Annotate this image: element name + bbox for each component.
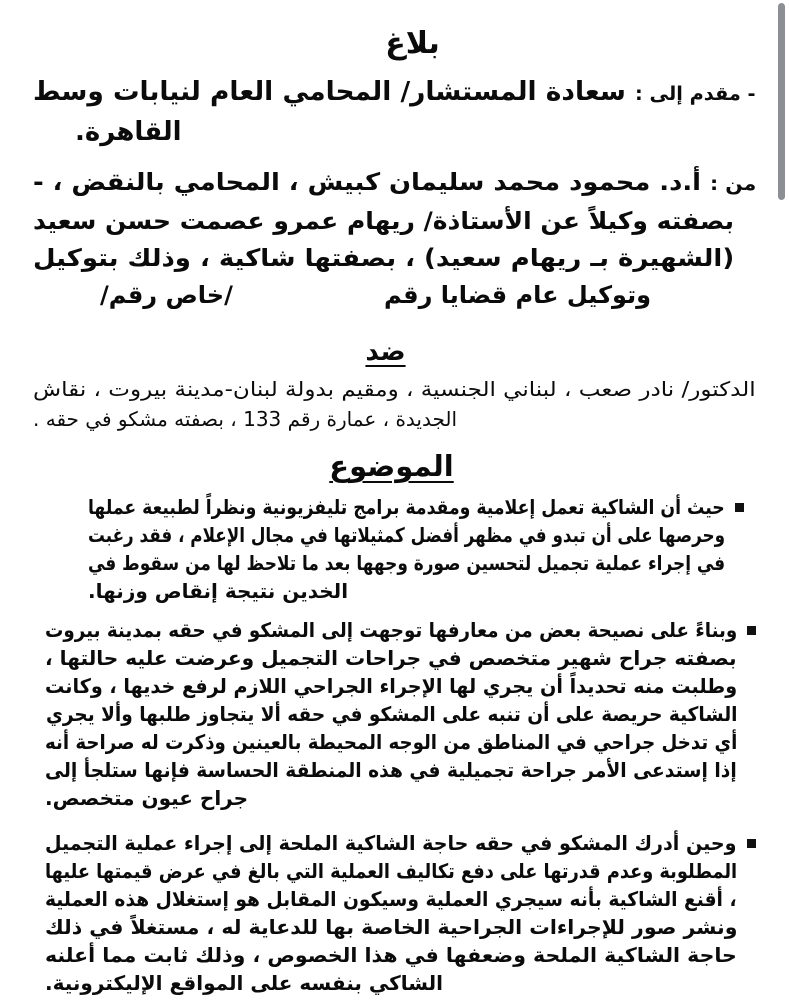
bullet-3-text (45, 829, 737, 997)
sender-line-1 (33, 164, 756, 203)
bullet-line: بصفته جراح شهير متخصص في جراحات التجميل وعرضت عليه حالتها ، (45, 646, 737, 670)
bullet-square-icon (734, 493, 744, 605)
bullet-item-3 (33, 829, 756, 997)
sender-name-text: أ.د. محمود محمد سليمان كبيش ، المحامي بالنقض ، - (32, 168, 701, 196)
against-heading: ضد (365, 337, 406, 367)
bullet-line: جراح عيون متخصص. (45, 786, 249, 810)
bullet-line: وبناءً على نصيحة بعض من معارفها توجهت إلى المشكو في حقه بمدينة بيروت (44, 618, 737, 642)
addressee-paragraph (33, 73, 756, 151)
bullet-line: في إجراء عملية تجميل لتحسين صورة وجهها بعد ما تلاحظ لها من سقوط في (87, 551, 725, 575)
bullet-line: وطلبت منه تحديداً أن يجري لها الإجراء الجراحي اللازم لرفع خديها ، وكانت (44, 674, 737, 698)
bullet-line: إذا إستدعى الأمر جراحة تجميلية في هذه المنطقة الحساسة فإنها ستلجأ إلى (45, 758, 737, 782)
general-poa-text: وتوكيل عام قضايا رقم (384, 281, 651, 309)
sender-prefix: من : (709, 173, 756, 195)
private-poa-text: /خاص رقم/ (100, 281, 233, 309)
bullet-line: ونشر صور للإجراءات الجراحية الخاصة بها للدعاية له ، مستغلاً في ذلك (44, 915, 737, 939)
bullet-square-icon (746, 616, 756, 812)
bullet-line: وحرصها على أن تبدو في مظهر أفضل كمثيلاتها في مجال الإعلام ، فقد رغبت (87, 523, 725, 547)
bullet-item-2 (33, 616, 756, 812)
bullet-line: المطلوبة وعدم قدرتها على دفع تكاليف العملية التي بالغ في عرض قيمتها عليها (44, 859, 737, 883)
addressee-line-1 (33, 73, 756, 113)
respondent-paragraph (33, 374, 756, 434)
addressee-line-2: القاهرة. (75, 117, 182, 147)
bullet-line: حاجة الشاكية الملحة وضعفها في هذا الخصوص ، وذلك ثابت مما أعلنه (45, 943, 737, 967)
bullet-square-icon (746, 829, 756, 997)
bullet-1-text (88, 493, 725, 605)
document-title: بلاغ (385, 26, 440, 61)
subject-heading: الموضوع (329, 449, 454, 483)
bullet-line: الشاكية حريصة على أن تنبه على المشكو في حقه ألا يتجاوز طلبها وألا يجري (45, 702, 737, 726)
bullet-line: أي تدخل جراحي في المناطق من الوجه المحيطة بالعينين وذكرت له صراحة أنه (44, 730, 737, 754)
bullet-line: حيث أن الشاكية تعمل إعلامية ومقدمة برامج تليفزيونية ونظراً لطبيعة عملها (88, 495, 725, 519)
addressee-prefix: - مقدم إلى : (635, 83, 756, 105)
respondent-line-1: الدكتور/ نادر صعب ، لبناني الجنسية ، ومقيم بدولة لبنان-مدينة بيروت ، نقاش (33, 377, 756, 401)
sender-paragraph (33, 164, 756, 314)
sender-line-2: بصفته وكيلاً عن الأستاذة/ ريهام عمرو عصمت حسن سعيد (32, 207, 734, 235)
bullet-line: ، أقنع الشاكية بأنه سيجري العملية وسيكون المقابل هو إستغلال هذه العملية (45, 887, 737, 911)
bullet-line: الخدين نتيجة إنقاص وزنها. (88, 579, 349, 603)
power-of-attorney-line (33, 277, 756, 314)
addressee-text: سعادة المستشار/ المحامي العام لنيابات وسط (33, 77, 627, 107)
sender-line-3: (الشهيرة بـ ريهام سعيد) ، بصفتها شاكية ، وذلك بتوكيل (32, 244, 734, 272)
bullet-2-text (45, 616, 737, 812)
scrollbar-thumb[interactable] (778, 3, 785, 200)
bullet-line: الشاكي بنفسه على المواقع الإليكترونية. (45, 971, 443, 995)
bullet-line: وحين أدرك المشكو في حقه حاجة الشاكية الملحة إلى إجراء عملية التجميل (45, 831, 737, 855)
bullet-item-1 (33, 493, 756, 605)
respondent-line-2: الجديدة ، عمارة رقم 133 ، بصفته مشكو في حقه . (33, 407, 458, 431)
